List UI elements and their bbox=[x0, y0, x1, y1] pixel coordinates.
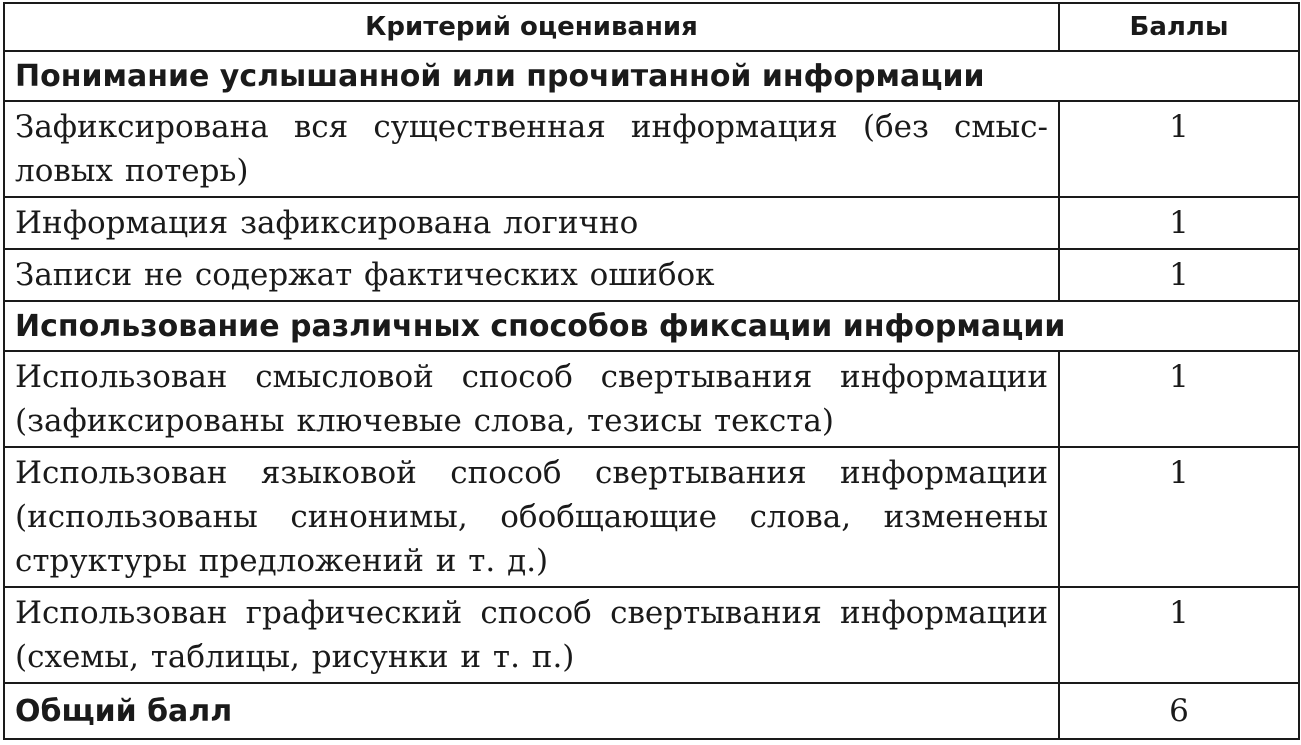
criterion-text: Зафиксирована вся существенная информация (без смысловых потерь) bbox=[4, 101, 1059, 197]
section-title: Понимание услышанной или прочитанной информации bbox=[4, 51, 1299, 101]
total-label: Общий балл bbox=[4, 683, 1059, 739]
section-title: Использование различных способов фиксации информации bbox=[4, 301, 1299, 351]
criterion-text: Использован графический способ свертывания информации (схемы, таблицы, рисунки и т. п.) bbox=[4, 587, 1059, 683]
criterion-points: 1 bbox=[1059, 351, 1299, 447]
table-row bbox=[4, 587, 1299, 683]
criterion-points: 1 bbox=[1059, 587, 1299, 683]
criterion-text: Использован смысловой способ свертывания информации (зафиксированы ключевые слова, тезисы текста) bbox=[4, 351, 1059, 447]
criterion-points: 1 bbox=[1059, 249, 1299, 301]
table-row bbox=[4, 101, 1299, 197]
criterion-points: 1 bbox=[1059, 447, 1299, 587]
assessment-criteria-table bbox=[3, 2, 1300, 740]
criterion-points: 1 bbox=[1059, 197, 1299, 249]
section-row bbox=[4, 51, 1299, 101]
criterion-text: Записи не содержат фактических ошибок bbox=[4, 249, 1059, 301]
total-row bbox=[4, 683, 1299, 739]
table-header-row bbox=[4, 3, 1299, 51]
total-points: 6 bbox=[1059, 683, 1299, 739]
section-row bbox=[4, 301, 1299, 351]
table-row bbox=[4, 447, 1299, 587]
table-row bbox=[4, 351, 1299, 447]
header-points: Баллы bbox=[1059, 3, 1299, 51]
header-criterion: Критерий оценивания bbox=[4, 3, 1059, 51]
criterion-points: 1 bbox=[1059, 101, 1299, 197]
table-row bbox=[4, 197, 1299, 249]
criterion-text: Использован языковой способ свертывания информации (использованы синонимы, обобщающие слова, изменены структуры предложений и т. д.) bbox=[4, 447, 1059, 587]
table-row bbox=[4, 249, 1299, 301]
criterion-text: Информация зафиксирована логично bbox=[4, 197, 1059, 249]
